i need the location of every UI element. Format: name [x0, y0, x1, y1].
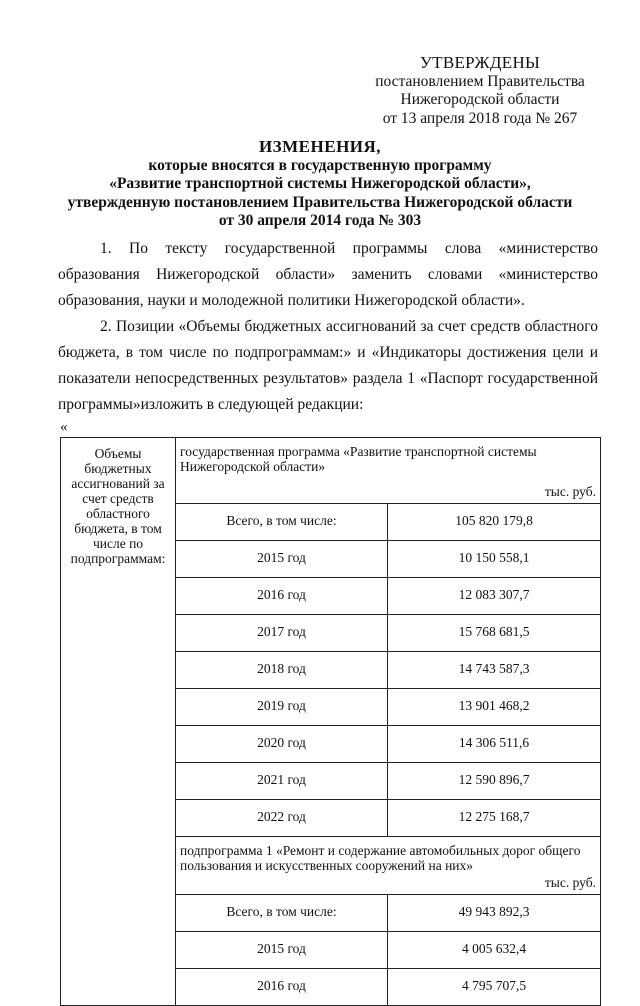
- row-label: 2019 год: [176, 689, 388, 726]
- paragraph-1: 1. По тексту государственной программы слова «министерство образования Нижегородской области» заменить словами «министерство образования, науки и молодежной политики Нижегородской области».: [58, 240, 598, 309]
- opening-quote: «: [60, 419, 68, 435]
- heading-line-4: от 30 апреля 2014 года № 303: [218, 212, 422, 229]
- approval-line-1: постановлением Правительства: [375, 72, 585, 90]
- subprogram-title: подпрограмма 1 «Ремонт и содержание автомобильных дорог общего пользования и искусственных сооружений на них»: [180, 843, 581, 873]
- budget-table: [60, 437, 601, 1006]
- row-value: 10 150 558,1: [388, 541, 601, 578]
- row-label: 2022 год: [176, 800, 388, 837]
- row-value: 15 768 681,5: [388, 615, 601, 652]
- approval-stamp: [350, 54, 610, 128]
- subprogram-header: [176, 837, 601, 895]
- row-label: Всего, в том числе:: [176, 504, 388, 541]
- document-heading: [30, 138, 610, 231]
- row-value: 4 795 707,5: [388, 969, 601, 1006]
- row-value: 4 005 632,4: [388, 932, 601, 969]
- row-value: 49 943 892,3: [388, 895, 601, 932]
- row-label: 2021 год: [176, 763, 388, 800]
- budget-left-label: Объемы бюджетных ассигнований за счет средств областного бюджета, в том числе по подпрограммам:: [61, 438, 176, 1006]
- row-label: 2015 год: [176, 932, 388, 969]
- approval-line-3: от 13 апреля 2018 года № 267: [382, 109, 578, 127]
- row-value: 14 743 587,3: [388, 652, 601, 689]
- row-label: 2015 год: [176, 541, 388, 578]
- paragraph-2: 2. Позиции «Объемы бюджетных ассигнований за счет средств областного бюджета, в том числе по подпрограммам:» и «Индикаторы достижения цели и показатели непосредственных результатов» раздела 1 «Паспорт государственной программы»изложить в следующей редакции:: [58, 318, 598, 413]
- heading-line-3: утвержденную постановлением Правительства Нижегородской области: [67, 193, 573, 211]
- row-value: 14 306 511,6: [388, 726, 601, 763]
- program-title: государственная программа «Развитие транспортной системы Нижегородской области»: [180, 444, 537, 474]
- row-label: 2020 год: [176, 726, 388, 763]
- heading-title: ИЗМЕНЕНИЯ,: [258, 137, 382, 156]
- row-label: 2016 год: [176, 969, 388, 1006]
- row-value: 12 083 307,7: [388, 578, 601, 615]
- row-label: 2017 год: [176, 615, 388, 652]
- program-unit: тыс. руб.: [544, 484, 596, 499]
- row-value: 105 820 179,8: [388, 504, 601, 541]
- heading-line-2: «Развитие транспортной системы Нижегородской области»,: [109, 175, 531, 192]
- approval-line-2: Нижегородской области: [400, 91, 560, 108]
- row-label: Всего, в том числе:: [176, 895, 388, 932]
- program-header: [176, 438, 601, 504]
- row-value: 12 590 896,7: [388, 763, 601, 800]
- row-value: 13 901 468,2: [388, 689, 601, 726]
- row-value: 12 275 168,7: [388, 800, 601, 837]
- approval-title: УТВЕРЖДЕНЫ: [419, 53, 541, 72]
- row-label: 2018 год: [176, 652, 388, 689]
- heading-line-1: которые вносятся в государственную программу: [148, 156, 492, 174]
- subprogram-unit: тыс. руб.: [544, 875, 596, 890]
- row-label: 2016 год: [176, 578, 388, 615]
